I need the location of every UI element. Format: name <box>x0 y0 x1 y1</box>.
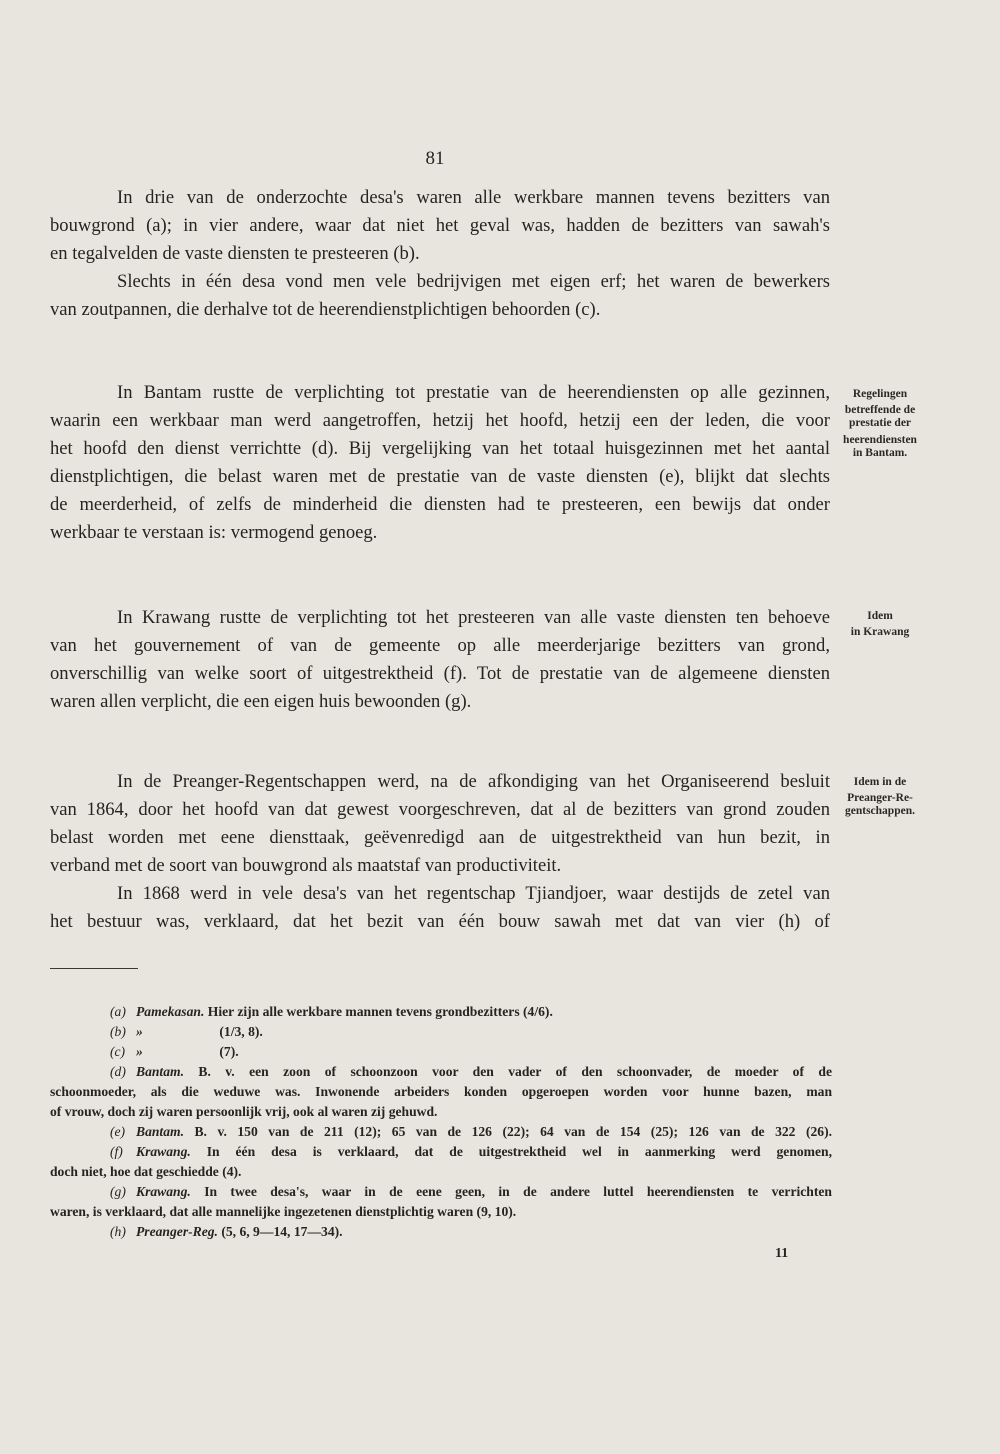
footnote-text: B. v. 150 van de 211 (12); 65 van de 126 (22); 64 van de 154 (25); 126 van de 322 (26). <box>194 1124 832 1139</box>
footnote-divider <box>50 968 138 969</box>
footnote-place: Bantam. <box>136 1124 184 1139</box>
margin-note-krawang <box>830 610 930 639</box>
footnote-line <box>50 1222 832 1242</box>
text-line: In Bantam rustte de verplichting tot prestatie van de heerendiensten op alle gezinnen, <box>117 382 830 403</box>
margin-note-line: in Bantam. <box>852 447 908 459</box>
text-line: en tegalvelden de vaste diensten te presteeren (b). <box>50 243 420 264</box>
footnote-place: Krawang. <box>136 1144 191 1159</box>
footnote-a <box>50 1002 832 1022</box>
text-line: van zoutpannen, die derhalve tot de heerendienstplichtigen behoorden (c). <box>50 299 601 320</box>
footnote-place: Preanger-Reg. <box>136 1224 218 1239</box>
footnote-place: » <box>136 1044 143 1059</box>
margin-note-line: heerendiensten <box>843 434 917 446</box>
paragraph-bantam <box>50 379 830 547</box>
text-line: onverschillig van welke soort of uitgestrektheid (f). Tot de prestatie van de algemeene diensten <box>50 663 830 684</box>
text-line: dienstplichtigen, die belast waren met de prestatie van de vaste diensten (e), blijkt dat slechts <box>50 466 830 487</box>
margin-note-line: Idem in de <box>853 776 907 788</box>
footnote-c <box>50 1042 832 1062</box>
margin-note-preanger <box>830 776 930 818</box>
footnote-key: (c) <box>110 1044 126 1059</box>
text-line: het bestuur was, verklaard, dat het bezit van één bouw sawah met dat van vier (h) of <box>50 911 830 932</box>
footnote-text: B. v. een zoon of schoonzoon voor den vader of den schoonvader, de moeder of de <box>198 1064 832 1079</box>
footnote-f <box>50 1142 832 1182</box>
page-number: 81 <box>425 148 445 169</box>
footnote-text: In één desa is verklaard, dat de uitgestrektheid wel in aanmerking werd genomen, <box>206 1144 832 1159</box>
footnote-b <box>50 1022 832 1042</box>
footnote-g <box>50 1182 832 1222</box>
paragraph-krawang <box>50 604 830 716</box>
footnote-key: (b) <box>110 1024 126 1039</box>
footnote-place: » <box>136 1024 143 1039</box>
footnote-line: waren, is verklaard, dat alle mannelijke ingezetenen dienstplichtig waren (9, 10). <box>50 1204 517 1219</box>
footnote-key: (e) <box>110 1124 126 1139</box>
text-line: werkbaar te verstaan is: vermogend genoeg. <box>50 522 378 543</box>
text-line: In 1868 werd in vele desa's van het regentschap Tjiandjoer, waar destijds de zetel van <box>117 883 830 904</box>
margin-note-line: Preanger-Re- <box>847 792 913 804</box>
text-line: waren allen verplicht, die een eigen huis bewoonden (g). <box>50 691 472 712</box>
footnote-text: Hier zijn alle werkbare mannen tevens grondbezitters (4/6). <box>207 1004 553 1019</box>
margin-note-line: gentschappen. <box>845 805 915 817</box>
text-line: van het gouvernement of van de gemeente op alle meerderjarige bezitters van grond, <box>50 635 830 656</box>
paragraph-2 <box>50 268 830 324</box>
footnote-key: (a) <box>110 1004 126 1019</box>
footnote-line: doch niet, hoe dat geschiedde (4). <box>50 1164 242 1179</box>
footnote-line <box>50 1122 832 1142</box>
margin-note-line: betreffende de <box>844 404 916 416</box>
paragraph-preanger <box>50 768 830 880</box>
text-line: het hoofd den dienst verrichtte (d). Bij vergelijking van het totaal huisgezinnen met het aantal <box>50 438 830 459</box>
footnote-key: (d) <box>110 1064 126 1079</box>
text-line: waarin een werkbaar man werd aangetroffen, hetzij het hoofd, hetzij een der leden, die voor <box>50 410 830 431</box>
footnote-line <box>50 1142 832 1162</box>
footnote-place: Bantam. <box>136 1064 184 1079</box>
footnote-text: (1/3, 8). <box>219 1024 263 1039</box>
text-line: bouwgrond (a); in vier andere, waar dat niet het geval was, hadden de bezitters van sawah's <box>50 215 830 236</box>
text-line: van 1864, door het hoofd van dat gewest voorgeschreven, dat al de bezitters van grond zouden <box>50 799 830 820</box>
margin-note-line: in Krawang <box>850 626 910 638</box>
footnote-line: schoonmoeder, als die weduwe was. Inwonende arbeiders konden opgeroepen worden voor hunne bazen, man <box>50 1084 832 1099</box>
text-line: In de Preanger-Regentschappen werd, na de afkondiging van het Organiseerend besluit <box>117 771 830 792</box>
text-line: In Krawang rustte de verplichting tot het presteeren van alle vaste diensten ten behoeve <box>117 607 830 628</box>
text-line: In drie van de onderzochte desa's waren alle werkbare mannen tevens bezitters van <box>117 187 830 208</box>
text-line: de meerderheid, of zelfs de minderheid die diensten had te presteeren, een bewijs dat onder <box>50 494 830 515</box>
margin-note-bantam <box>830 388 930 460</box>
footnote-key: (f) <box>110 1144 123 1159</box>
footnote-h <box>50 1222 832 1242</box>
sheet-signature-mark: 11 <box>775 1246 789 1261</box>
text-line: belast worden met eene diensttaak, geëvenredigd aan de uitgestrektheid van hun bezit, in <box>50 827 830 848</box>
footnote-key: (h) <box>110 1224 126 1239</box>
footnote-text: (7). <box>219 1044 239 1059</box>
footnote-key: (g) <box>110 1184 126 1199</box>
footnote-line: of vrouw, doch zij waren persoonlijk vrij, ook al waren zij gehuwd. <box>50 1104 438 1119</box>
footnote-place: Krawang. <box>136 1184 191 1199</box>
paragraph-1 <box>50 184 830 268</box>
footnote-d <box>50 1062 832 1122</box>
text-line: verband met de soort van bouwgrond als maatstaf van productiviteit. <box>50 855 562 876</box>
footnote-line <box>50 1062 832 1082</box>
footnote-line <box>50 1182 832 1202</box>
footnote-line <box>50 1002 832 1022</box>
footnote-text: (5, 6, 9—14, 17—34). <box>221 1224 343 1239</box>
footnote-text: In twee desa's, waar in de eene geen, in de andere luttel heerendiensten te verrichten <box>204 1184 832 1199</box>
footnote-line <box>50 1042 832 1062</box>
text-line: Slechts in één desa vond men vele bedrijvigen met eigen erf; het waren de bewerkers <box>117 271 830 292</box>
footnote-e <box>50 1122 832 1142</box>
margin-note-line: prestatie der <box>848 417 912 429</box>
margin-note-line: Regelingen <box>852 388 908 400</box>
footnote-line <box>50 1022 832 1042</box>
margin-note-line: Idem <box>867 610 893 622</box>
paragraph-6 <box>50 880 830 936</box>
footnote-place: Pamekasan. <box>136 1004 205 1019</box>
